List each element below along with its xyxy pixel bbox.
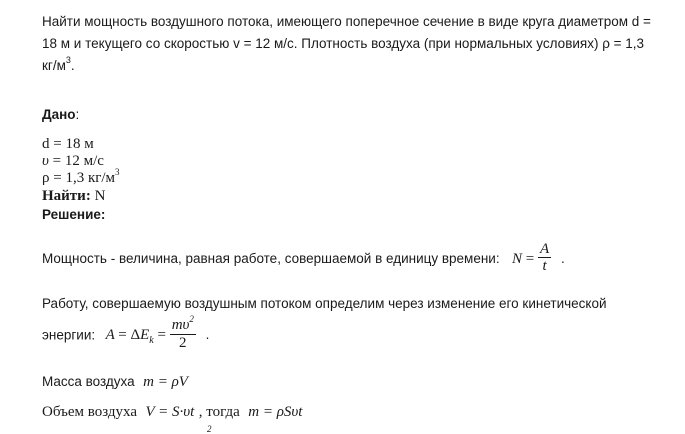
energy-fraction: $\frac{m\upsilon^2}{2}$ [171,314,194,351]
solution-heading: Решение: [42,207,106,222]
energy-line: энергии: $A = \Delta E_k$ = $\frac{m\upsilon^2}{2}$ . [42,314,210,351]
mass-line: Масса воздуха m = ρV [42,374,188,390]
volume-line: Объем воздуха V = S·υt , тогда m = ρSυt [42,404,303,420]
energy-formula: $A = \Delta E_k$ = $\frac{m\upsilon^2}{2}$ [105,314,194,351]
given-heading: Дано: [42,107,80,122]
power-fraction: $\frac{A}{t}$ [540,241,550,274]
cut-off-formula-fragment: 2 [207,424,212,434]
problem-line-3: $кг/м^3$. [42,55,75,73]
work-text: Работу, совершаемую воздушным потоком определим через изменение его кинетической [42,296,607,311]
given-density: ρ = 1,3 $кг/м^3$ [42,167,120,186]
power-formula: N = $\frac{A}{t}$ [512,241,550,274]
problem-line-2: 18 м и текущего со скоростью v = 12 м/с. Плотность воздуха (при нормальных условиях) ρ = 1,3 [42,36,645,51]
given-diameter: d = 18 м [42,136,94,152]
power-definition: Мощность - величина, равная работе, совершаемой в единицу времени: N = $\frac{A}{t}$ . [42,241,565,274]
find-line: Найти: N [42,188,106,204]
given-velocity: υ = 12 м/с [42,153,104,169]
problem-line-1: Найти мощность воздушного потока, имеющего поперечное сечение в виде круга диаметром d = [42,14,651,29]
